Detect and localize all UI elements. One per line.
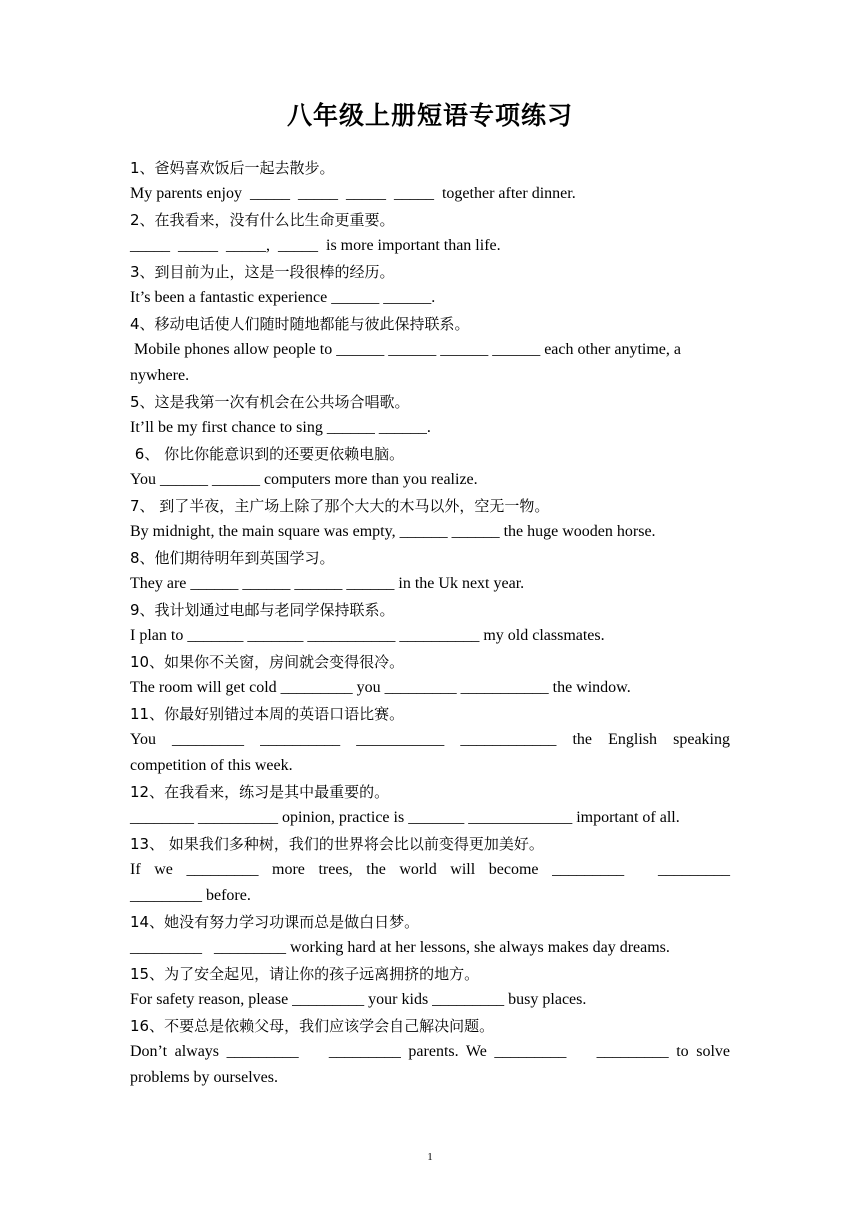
question-chinese-line: 3、到目前为止，这是一段很棒的经历。 <box>130 263 395 281</box>
question-chinese-line: 8、他们期待明年到英国学习。 <box>130 549 335 567</box>
question-chinese-line: 7、 到了半夜，主广场上除了那个大大的木马以外，空无一物。 <box>130 497 550 515</box>
document-title: 八年级上册短语专项练习 <box>286 101 573 130</box>
question-english-line: If we _________ more trees, the world will become _________ _________ <box>130 861 730 878</box>
question-chinese-line: 15、为了安全起见，请让你的孩子远离拥挤的地方。 <box>130 965 480 983</box>
question-chinese-line: 5、这是我第一次有机会在公共场合唱歌。 <box>130 393 410 411</box>
question-chinese-line: 14、她没有努力学习功课而总是做白日梦。 <box>130 913 420 931</box>
question-chinese-line: 1、爸妈喜欢饭后一起去散步。 <box>130 159 335 177</box>
question-chinese-line: 6、 你比你能意识到的还要更依赖电脑。 <box>130 445 405 463</box>
question-chinese-line: 10、如果你不关窗，房间就会变得很冷。 <box>130 653 405 671</box>
question-chinese-line: 16、不要总是依赖父母，我们应该学会自己解决问题。 <box>130 1017 495 1035</box>
question-chinese-line: 4、移动电话使人们随时随地都能与彼此保持联系。 <box>130 315 470 333</box>
question-chinese-line: 11、你最好别错过本周的英语口语比赛。 <box>130 705 405 723</box>
question-english-line: Don’t always _________ _________ parents. We _________ _________ to solve <box>130 1043 730 1060</box>
page-number: 1 <box>427 1151 433 1163</box>
question-english-line: My parents enjoy _____ _____ _____ _____ together after dinner. <box>130 185 576 202</box>
question-english-line: ________ __________ opinion, practice is _______ _____________ important of all. <box>130 809 680 826</box>
question-english-line: _________ before. <box>130 887 251 904</box>
exercise-list <box>130 155 730 1091</box>
question-english-line: It’s been a fantastic experience ______ ______. <box>130 289 436 306</box>
question-english-line: _____ _____ _____, _____ is more important than life. <box>130 237 501 254</box>
question-chinese-line: 12、在我看来，练习是其中最重要的。 <box>130 783 390 801</box>
question-english-line: _________ _________ working hard at her lessons, she always makes day dreams. <box>130 939 670 956</box>
question-chinese-line: 9、我计划通过电邮与老同学保持联系。 <box>130 601 395 619</box>
question-english-line: The room will get cold _________ you _________ ___________ the window. <box>130 679 631 696</box>
question-english-line: It’ll be my first chance to sing ______ ______. <box>130 419 431 436</box>
question-chinese-line: 13、 如果我们多种树，我们的世界将会比以前变得更加美好。 <box>130 835 544 853</box>
question-english-line: Mobile phones allow people to ______ ______ ______ ______ each other anytime, a <box>130 341 682 358</box>
question-english-line: For safety reason, please _________ your kids _________ busy places. <box>130 991 587 1008</box>
question-english-line: problems by ourselves. <box>130 1069 278 1086</box>
question-english-line: nywhere. <box>130 367 190 384</box>
question-english-line: competition of this week. <box>130 757 293 774</box>
question-english-line: You ______ ______ computers more than you realize. <box>130 471 478 488</box>
question-english-line: I plan to _______ _______ ___________ __________ my old classmates. <box>130 627 605 644</box>
question-english-line: By midnight, the main square was empty, ______ ______ the huge wooden horse. <box>130 523 656 540</box>
question-english-line: You _________ __________ ___________ ____________ the English speaking <box>130 731 730 748</box>
question-english-line: They are ______ ______ ______ ______ in the Uk next year. <box>130 575 525 592</box>
question-chinese-line: 2、在我看来，没有什么比生命更重要。 <box>130 211 395 229</box>
